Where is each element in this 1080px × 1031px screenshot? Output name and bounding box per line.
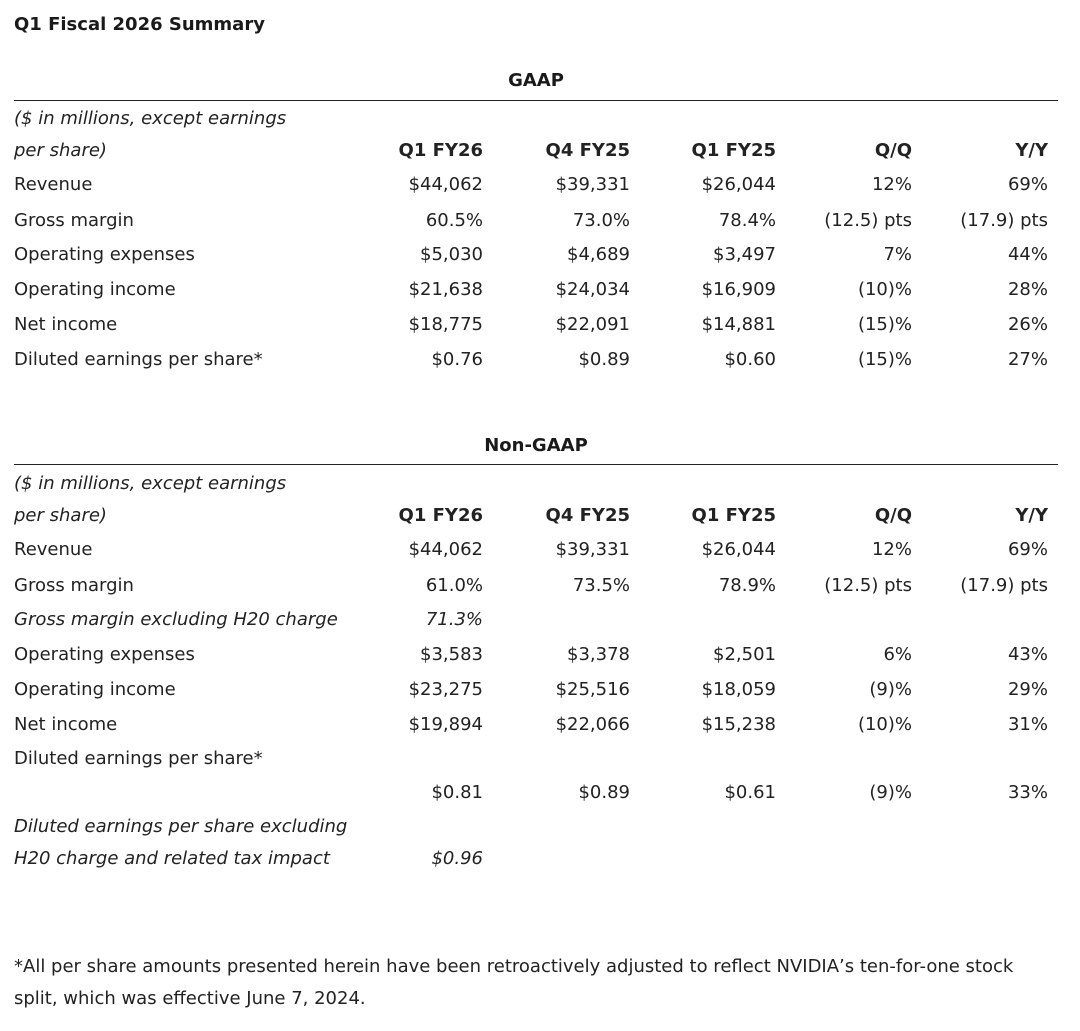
gaap-col-q1fy26: Q1 FY26 bbox=[398, 140, 483, 161]
cell-q1fy26: 60.5% bbox=[425, 210, 483, 231]
gaap-col-q4fy25: Q4 FY25 bbox=[545, 140, 630, 161]
row-label: Gross margin excluding H20 charge bbox=[14, 609, 338, 630]
row-label-line1: Diluted earnings per share excluding bbox=[14, 816, 348, 837]
cell-yy: 29% bbox=[1007, 679, 1048, 700]
cell-qq: (15)% bbox=[857, 349, 912, 370]
nongaap-col-qq: Q/Q bbox=[874, 505, 912, 526]
gaap-units-line1: ($ in millions, except earnings bbox=[14, 108, 287, 129]
cell-q1fy26: $19,894 bbox=[408, 714, 483, 735]
cell-q1fy25: $14,881 bbox=[701, 314, 776, 335]
cell-q4fy25: 73.5% bbox=[572, 575, 630, 596]
cell-yy: 69% bbox=[1007, 174, 1048, 195]
gaap-units-line2: per share) bbox=[14, 140, 107, 161]
cell-q4fy25: $0.89 bbox=[578, 782, 630, 803]
row-label: Operating income bbox=[14, 279, 176, 300]
cell-q1fy25: $0.61 bbox=[724, 782, 776, 803]
cell-yy: 31% bbox=[1007, 714, 1048, 735]
cell-qq: 12% bbox=[871, 174, 912, 195]
cell-qq: (12.5) pts bbox=[824, 210, 912, 231]
gaap-col-yy: Y/Y bbox=[1015, 140, 1048, 161]
cell-q4fy25: $22,066 bbox=[555, 714, 630, 735]
cell-q4fy25: $39,331 bbox=[555, 174, 630, 195]
gaap-rule bbox=[14, 100, 1058, 101]
row-label: Operating expenses bbox=[14, 244, 195, 265]
cell-q1fy26: $18,775 bbox=[408, 314, 483, 335]
row-label: Net income bbox=[14, 714, 118, 735]
nongaap-units-line2: per share) bbox=[14, 505, 107, 526]
cell-yy: 69% bbox=[1007, 539, 1048, 560]
cell-q1fy26: $21,638 bbox=[408, 279, 483, 300]
cell-qq: 12% bbox=[871, 539, 912, 560]
cell-q1fy26: $23,275 bbox=[408, 679, 483, 700]
cell-q1fy26: $3,583 bbox=[420, 644, 483, 665]
cell-q4fy25: $0.89 bbox=[578, 349, 630, 370]
gaap-heading: GAAP bbox=[508, 70, 564, 91]
cell-yy: 33% bbox=[1007, 782, 1048, 803]
cell-q1fy25: 78.4% bbox=[718, 210, 776, 231]
row-label: Gross margin bbox=[14, 575, 134, 596]
page-title: Q1 Fiscal 2026 Summary bbox=[14, 14, 265, 35]
cell-qq: (9)% bbox=[869, 679, 912, 700]
cell-q1fy26: 71.3% bbox=[425, 609, 483, 630]
cell-q1fy25: $0.60 bbox=[724, 349, 776, 370]
cell-q1fy25: $15,238 bbox=[701, 714, 776, 735]
nongaap-heading: Non-GAAP bbox=[484, 435, 588, 456]
row-label-line2: H20 charge and related tax impact bbox=[14, 848, 330, 869]
row-label: Revenue bbox=[14, 539, 93, 560]
cell-q1fy25: $3,497 bbox=[713, 244, 776, 265]
nongaap-col-q1fy26: Q1 FY26 bbox=[398, 505, 483, 526]
cell-qq: (10)% bbox=[857, 279, 912, 300]
cell-q1fy25: $18,059 bbox=[701, 679, 776, 700]
cell-q1fy26: $0.81 bbox=[431, 782, 483, 803]
row-label: Operating expenses bbox=[14, 644, 195, 665]
cell-qq: 6% bbox=[883, 644, 912, 665]
row-label: Net income bbox=[14, 314, 118, 335]
cell-q1fy26: $44,062 bbox=[408, 539, 483, 560]
cell-yy: 43% bbox=[1007, 644, 1048, 665]
cell-yy: (17.9) pts bbox=[960, 575, 1048, 596]
cell-q1fy25: 78.9% bbox=[718, 575, 776, 596]
cell-q1fy26: 61.0% bbox=[425, 575, 483, 596]
nongaap-units-line1: ($ in millions, except earnings bbox=[14, 473, 287, 494]
cell-yy: (17.9) pts bbox=[960, 210, 1048, 231]
cell-qq: (9)% bbox=[869, 782, 912, 803]
gaap-col-qq: Q/Q bbox=[874, 140, 912, 161]
cell-q1fy26: $44,062 bbox=[408, 174, 483, 195]
row-label: Gross margin bbox=[14, 210, 134, 231]
cell-q1fy25: $26,044 bbox=[701, 539, 776, 560]
cell-q4fy25: $25,516 bbox=[555, 679, 630, 700]
footnote: *All per share amounts presented herein have been retroactively adjusted to reflect NVIDIA’s ten-for-one stock split, which was effective June 7, 2024. bbox=[14, 956, 1014, 1009]
gaap-col-q1fy25: Q1 FY25 bbox=[691, 140, 776, 161]
cell-qq: 7% bbox=[883, 244, 912, 265]
cell-q4fy25: $22,091 bbox=[555, 314, 630, 335]
cell-yy: 27% bbox=[1007, 349, 1048, 370]
cell-yy: 44% bbox=[1007, 244, 1048, 265]
cell-q1fy26: $0.76 bbox=[431, 349, 483, 370]
cell-q1fy25: $2,501 bbox=[713, 644, 776, 665]
cell-yy: 26% bbox=[1007, 314, 1048, 335]
cell-qq: (15)% bbox=[857, 314, 912, 335]
nongaap-col-q4fy25: Q4 FY25 bbox=[545, 505, 630, 526]
cell-qq: (12.5) pts bbox=[824, 575, 912, 596]
row-label: Revenue bbox=[14, 174, 93, 195]
cell-q4fy25: $24,034 bbox=[555, 279, 630, 300]
cell-q4fy25: $4,689 bbox=[567, 244, 630, 265]
nongaap-rule bbox=[14, 464, 1058, 465]
cell-q1fy25: $16,909 bbox=[701, 279, 776, 300]
row-label: Diluted earnings per share* bbox=[14, 349, 263, 370]
cell-q1fy25: $26,044 bbox=[701, 174, 776, 195]
cell-q1fy26: $0.96 bbox=[431, 848, 483, 869]
cell-q1fy26: $5,030 bbox=[420, 244, 483, 265]
cell-q4fy25: 73.0% bbox=[572, 210, 630, 231]
cell-qq: (10)% bbox=[857, 714, 912, 735]
cell-q4fy25: $3,378 bbox=[567, 644, 630, 665]
cell-q4fy25: $39,331 bbox=[555, 539, 630, 560]
row-label: Diluted earnings per share* bbox=[14, 748, 263, 769]
row-label: Operating income bbox=[14, 679, 176, 700]
nongaap-col-q1fy25: Q1 FY25 bbox=[691, 505, 776, 526]
nongaap-col-yy: Y/Y bbox=[1015, 505, 1048, 526]
cell-yy: 28% bbox=[1007, 279, 1048, 300]
